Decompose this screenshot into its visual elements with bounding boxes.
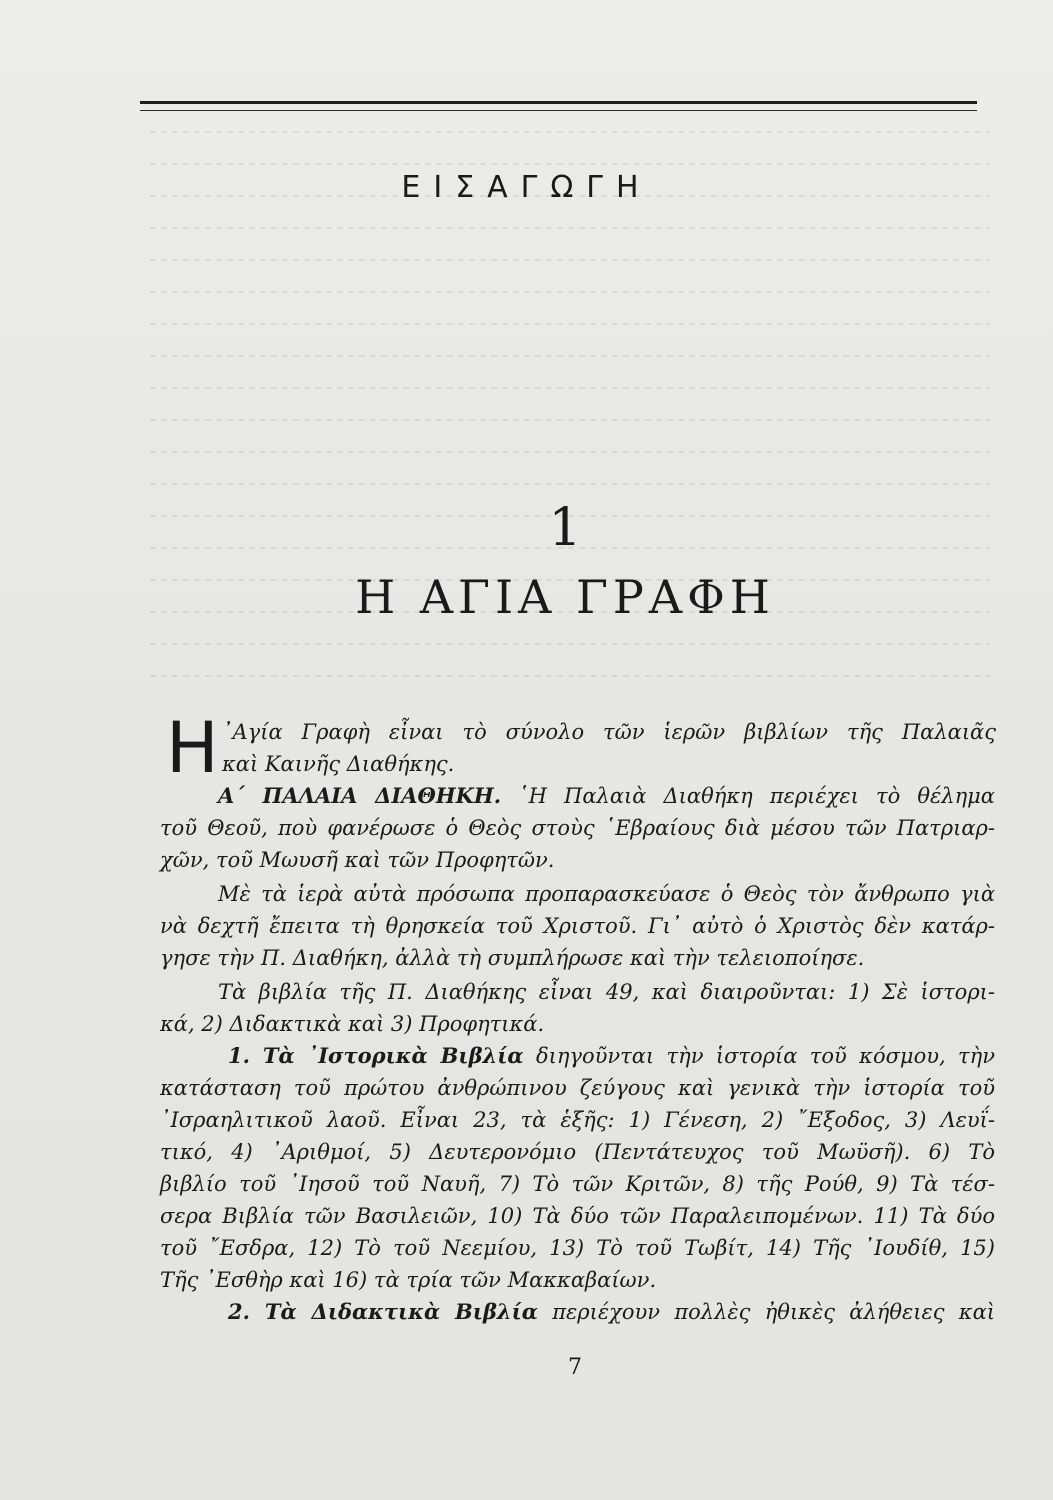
text-line: τικό, 4) ᾿Αριθμοί, 5) Δευτερονόμιο (Πεντάτευχος τοῦ Μωϋσῆ). 6) Τὸ (160, 1140, 995, 1164)
text-line: νὰ δεχτῆ ἔπειτα τὴ θρησκεία τοῦ Χριστοῦ. Γι᾿ αὐτὸ ὁ Χριστὸς δὲν κατάρ- (160, 914, 995, 938)
opening-lines (222, 716, 996, 780)
text-line: βιβλίο τοῦ ᾿Ιησοῦ τοῦ Ναυῆ, 7) Τὸ τῶν Κριτῶν, 8) τῆς Ρούθ, 9) Τὰ τέσ- (160, 1172, 995, 1196)
text-run: περιέχουν πολλὲς ἠθικὲς ἀλήθειες καὶ (552, 1300, 995, 1324)
text-run: διηγοῦνται τὴν ἱστορία τοῦ κόσμου, τὴν (535, 1044, 995, 1068)
text-run: ῾Η Παλαιὰ Διαθήκη περιέχει τὸ θέλημα (518, 784, 995, 808)
text-line: Μὲ τὰ ἱερὰ αὐτὰ πρόσωπα προπαρασκεύασε ὁ Θεὸς τὸν ἄνθρωπο γιὰ (218, 882, 995, 906)
section-heading: ΕΙΣΑΓΩΓΗ (401, 170, 652, 205)
paragraph-historical-books (160, 1040, 995, 1296)
text-line: ᾿Αγία Γραφὴ εἶναι τὸ σύνολο τῶν ἱερῶν βιβλίων τῆς Παλαιᾶς (222, 720, 996, 744)
chapter-title: Η ΑΓΙΑ ΓΡΑΦΗ (355, 570, 775, 624)
text-line: ᾿Ισραηλιτικοῦ λαοῦ. Εἶναι 23, τὰ ἑξῆς: 1) Γένεση, 2) ῎Εξοδος, 3) Λευΐ- (160, 1108, 995, 1132)
paragraph-didactic-books (160, 1296, 995, 1328)
section-old-testament (160, 780, 995, 876)
paragraph-preparation (160, 878, 995, 974)
text-line: Τὰ βιβλία τῆς Π. Διαθήκης εἶναι 49, καὶ διαιροῦνται: 1) Σὲ ἱστορι- (218, 980, 995, 1004)
show-through-texture (150, 115, 990, 715)
text-line: χῶν, τοῦ Μωυσῆ καὶ τῶν Προφητῶν. (160, 848, 555, 872)
text-line: γησε τὴν Π. Διαθήκη, ἀλλὰ τὴ συμπλήρωσε καὶ τὴν τελειοποίησε. (160, 946, 865, 970)
header-rule-thick (140, 101, 977, 104)
paragraph-book-count (160, 976, 995, 1040)
text-line: κατάσταση τοῦ πρώτου ἀνθρώπινου ζεύγους καὶ γενικὰ τὴν ἱστορία τοῦ (160, 1076, 995, 1100)
text-line: τοῦ Θεοῦ, ποὺ φανέρωσε ὁ Θεὸς στοὺς ῾Εβραίους διὰ μέσου τῶν Πατριαρ- (160, 816, 995, 840)
section-a-heading: Α΄ ΠΑΛΑΙΑ ΔΙΑΘΗΚΗ. (218, 783, 502, 808)
text-line (160, 1296, 995, 1328)
drop-cap-letter: Η (166, 707, 219, 789)
header-rule-thin (140, 110, 977, 111)
page-number: 7 (568, 1355, 582, 1380)
text-line: Τῆς ᾿Εσθὴρ καὶ 16) τὰ τρία τῶν Μακκαβαίων. (160, 1268, 657, 1292)
text-line: καὶ Καινῆς Διαθήκης. (222, 752, 455, 776)
historical-books-heading: 1. Τὰ ᾿Ιστορικὰ Βιβλία (228, 1043, 524, 1068)
text-line (160, 1040, 995, 1072)
text-line: κά, 2) Διδακτικὰ καὶ 3) Προφητικά. (160, 1012, 545, 1036)
didactic-books-heading: 2. Τὰ Διδακτικὰ Βιβλία (228, 1299, 538, 1324)
text-line: σερα Βιβλία τῶν Βασιλειῶν, 10) Τὰ δύο τῶν Παραλειπομένων. 11) Τὰ δύο (160, 1204, 995, 1228)
chapter-number: 1 (548, 498, 582, 558)
text-line (160, 780, 995, 812)
text-line: τοῦ ῎Εσδρα, 12) Τὸ τοῦ Νεεμίου, 13) Τὸ τοῦ Τωβίτ, 14) Τῆς ᾿Ιουδίθ, 15) (160, 1236, 995, 1260)
